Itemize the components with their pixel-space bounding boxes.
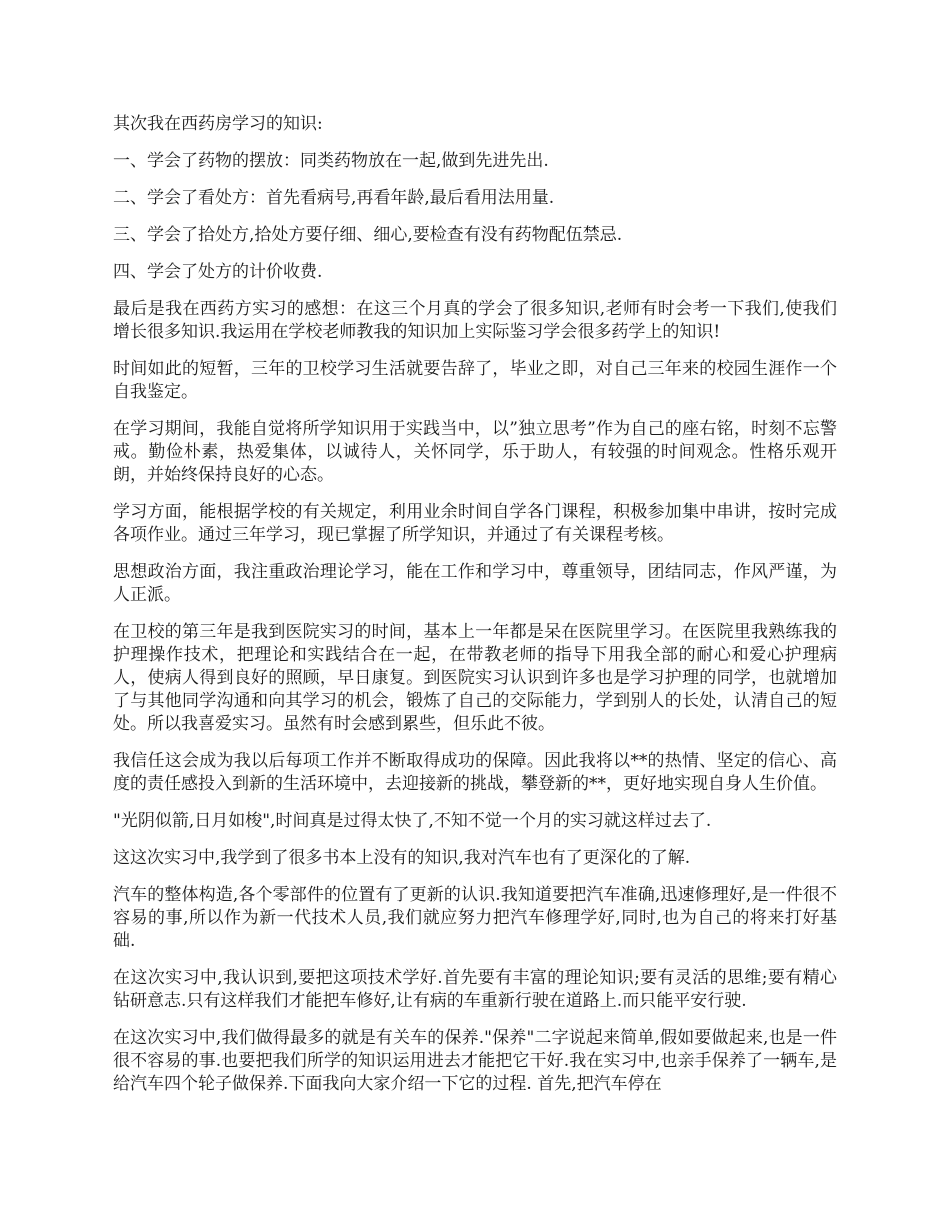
- paragraph-academics: 学习方面，能根据学校的有关规定，利用业余时间自学各门课程，积极参加集中串讲，按时完成各项作业。通过三年学习，现已掌握了所学知识，并通过了有关课程考核。: [113, 502, 837, 545]
- paragraph-item-4: 四、学会了处方的计价收费.: [113, 262, 323, 282]
- paragraph-car-structure: 汽车的整体构造,各个零部件的位置有了更新的认识.我知道要把汽车准确,迅速修理好,是一件很不容易的事,所以作为新一代技术人员,我们就应努力把汽车修理学好,同时,也为自己的将来打好基础.: [113, 885, 837, 951]
- paragraph-pharmacy-reflection: 最后是我在西药方实习的感想：在这三个月真的学会了很多知识,老师有时会考一下我们,使我们增长很多知识.我运用在学校老师教我的知识加上实际鉴习学会很多药学上的知识!: [113, 299, 837, 342]
- paragraph-car-skills: 在这次实习中,我认识到,要把这项技术学好.首先要有丰富的理论知识;要有灵活的思维;要有精心钻研意志.只有这样我们才能把车修好,让有病的车重新行驶在道路上.而只能平安行驶.: [113, 968, 837, 1011]
- paragraph-item-1: 一、学会了药物的摆放：同类药物放在一起,做到先进先出.: [113, 151, 549, 171]
- paragraph-car-knowledge: 这这次实习中,我学到了很多书本上没有的知识,我对汽车也有了更深化的了解.: [113, 848, 691, 868]
- paragraph-hospital-internship: 在卫校的第三年是我到医院实习的时间，基本上一年都是呆在医院里学习。在医院里我熟练我的护理操作技术，把理论和实践结合在一起，在带教老师的指导下用我全部的耐心和爱心护理病人，使病人得到良好的照顾，早日康复。到医院实习认识到许多也是学习护理的同学，也就增加了与其他同学沟通和向其学习的机会，锻炼了自己的交际能力，学到别人的长处，认清自己的短处。所以我喜爱实习。虽然有时会感到累些，但乐此不彼。: [113, 622, 837, 734]
- paragraph-graduation: 时间如此的短暂，三年的卫校学习生活就要告辞了，毕业之即，对自己三年来的校园生涯作一个自我鉴定。: [113, 359, 837, 402]
- document-page: [113, 113, 837, 1110]
- paragraph-study-period: 在学习期间，我能自觉将所学知识用于实践当中，以”独立思考”作为自己的座右铭，时刻不忘警戒。勤俭朴素，热爱集体，以诚待人，关怀同学，乐于助人，有较强的时间观念。性格乐观开朗，并始终保持良好的心态。: [113, 419, 837, 485]
- paragraph-future: 我信任这会成为我以后每项工作并不断取得成功的保障。因此我将以**的热情、坚定的信心、高度的责任感投入到新的生活环境中，去迎接新的挑战，攀登新的**，更好地实现自身人生价值。: [113, 751, 837, 794]
- paragraph-item-3: 三、学会了拾处方,拾处方要仔细、细心,要检查有没有药物配伍禁忌.: [113, 225, 623, 245]
- paragraph-time-flies: "光阴似箭,日月如梭",时间真是过得太快了,不知不觉一个月的实习就这样过去了.: [113, 811, 712, 831]
- paragraph-west-pharmacy-intro: 其次我在西药房学习的知识:: [113, 114, 323, 134]
- paragraph-item-2: 二、学会了看处方：首先看病号,再看年龄,最后看用法用量.: [113, 188, 555, 208]
- paragraph-politics: 思想政治方面，我注重政治理论学习，能在工作和学习中，尊重领导，团结同志，作风严谨，为人正派。: [113, 562, 837, 605]
- paragraph-car-maintenance: 在这次实习中,我们做得最多的就是有关车的保养."保养"二字说起来简单,假如要做起来,也是一件很不容易的事.也要把我们所学的知识运用进去才能把它干好.我在实习中,也亲手保养了一辆车,是给汽车四个轮子做保养.下面我向大家介绍一下它的过程. 首先,把汽车停在: [113, 1028, 837, 1094]
